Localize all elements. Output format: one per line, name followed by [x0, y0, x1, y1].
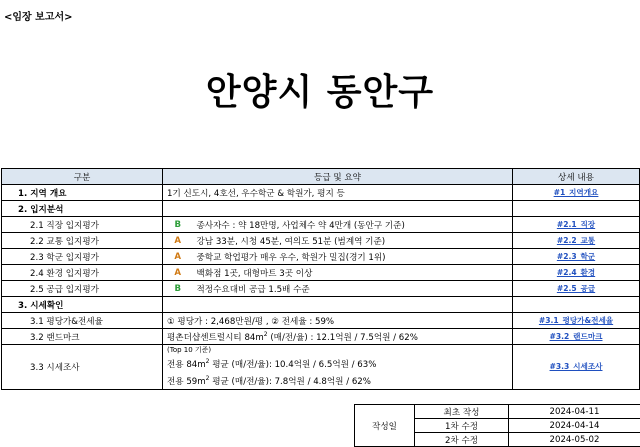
table-row — [2, 329, 640, 345]
table-row — [2, 185, 640, 201]
revision-date: 2024-04-11 — [509, 405, 640, 419]
column-header: 등급 및 요약 — [163, 169, 513, 185]
table-row — [2, 313, 640, 329]
grade-badge: B — [163, 217, 193, 233]
row-label: 3.3 시세조사 — [2, 345, 163, 390]
row-label: 2. 입지분석 — [2, 201, 163, 217]
revision-type: 최초 작성 — [415, 405, 509, 419]
table-header-row — [2, 169, 640, 185]
grade-badge: A — [163, 265, 193, 281]
detail-link[interactable]: #2.4_환경 — [513, 265, 640, 281]
table-row — [355, 405, 640, 419]
detail-link[interactable]: #3.3_시세조사 — [513, 345, 640, 390]
row-label: 2.5 공급 입지평가 — [2, 281, 163, 297]
row-summary: 종사자수 : 약 18만명, 사업체수 약 4만개 (동안구 기준) — [193, 217, 513, 233]
detail-link[interactable]: #2.1_직장 — [513, 217, 640, 233]
price-line: 전용 $59m^2$ 평균 (매/전/율): 7.8억원 / 4.8억원 / 62% — [167, 374, 371, 387]
row-summary: ① 평당가 : 2,468만원/평 , ② 전세율 : 59% — [163, 313, 513, 329]
date-label: 작성일 — [355, 405, 415, 447]
row-summary: 적정수요대비 공급 1.5배 수준 — [193, 281, 513, 297]
table-row — [2, 297, 640, 313]
row-summary: 백화점 1곳, 대형마트 3곳 이상 — [193, 265, 513, 281]
detail-link[interactable]: #3.1_평당가&전세율 — [513, 313, 640, 329]
table-row — [2, 265, 640, 281]
detail-link[interactable]: #2.3_학군 — [513, 249, 640, 265]
row-summary: 1기 신도시, 4호선, 우수학군 & 학원가, 평지 등 — [163, 185, 513, 201]
grade-badge: B — [163, 281, 193, 297]
row-label: 3.1 평당가&전세율 — [2, 313, 163, 329]
row-label: 2.1 직장 입지평가 — [2, 217, 163, 233]
row-label: 1. 지역 개요 — [2, 185, 163, 201]
page-title: 안양시 동안구 — [205, 72, 435, 113]
row-summary: 강남 33분, 시청 45분, 여의도 51분 (범계역 기준) — [193, 233, 513, 249]
row-label: 2.4 환경 입지평가 — [2, 265, 163, 281]
revision-type: 2차 수정 — [415, 433, 509, 447]
table-row — [2, 249, 640, 265]
table-row — [2, 281, 640, 297]
table-row — [2, 201, 640, 217]
column-header: 구분 — [2, 169, 163, 185]
detail-link[interactable]: #3.2_랜드마크 — [513, 329, 640, 345]
revision-table — [354, 404, 640, 447]
detail-link[interactable]: #2.2_교통 — [513, 233, 640, 249]
summary-table — [1, 168, 640, 390]
revision-date: 2024-04-14 — [509, 419, 640, 433]
row-summary: 중학교 학업평가 매우 우수, 학원가 밀집(경기 1위) — [193, 249, 513, 265]
table-row — [2, 217, 640, 233]
row-label: 3.2 랜드마크 — [2, 329, 163, 345]
row-label: 3. 시세확인 — [2, 297, 163, 313]
table-row — [2, 233, 640, 249]
column-header: 상세 내용 — [513, 169, 640, 185]
report-type-label: <임장 보고서> — [4, 12, 73, 23]
row-summary — [163, 345, 513, 390]
detail-link[interactable]: #1_지역개요 — [513, 185, 640, 201]
grade-badge: A — [163, 233, 193, 249]
row-label: 2.2 교통 입지평가 — [2, 233, 163, 249]
price-line: 전용 $84m^2$ 평균 (매/전/율): 10.4억원 / 6.5억원 / 63% — [167, 358, 377, 370]
grade-badge: A — [163, 249, 193, 265]
table-row — [2, 345, 640, 390]
detail-link[interactable]: #2.5_공급 — [513, 281, 640, 297]
revision-date: 2024-05-02 — [509, 433, 640, 447]
row-label: 2.3 학군 입지평가 — [2, 249, 163, 265]
row-summary: 평촌더샵센트럴시티 $84m^2$ (매/전/율) : 12.1억원 / 7.5억원 / 62% — [163, 329, 513, 345]
note-text: (Top 10 기준) — [167, 346, 212, 354]
revision-type: 1차 수정 — [415, 419, 509, 433]
